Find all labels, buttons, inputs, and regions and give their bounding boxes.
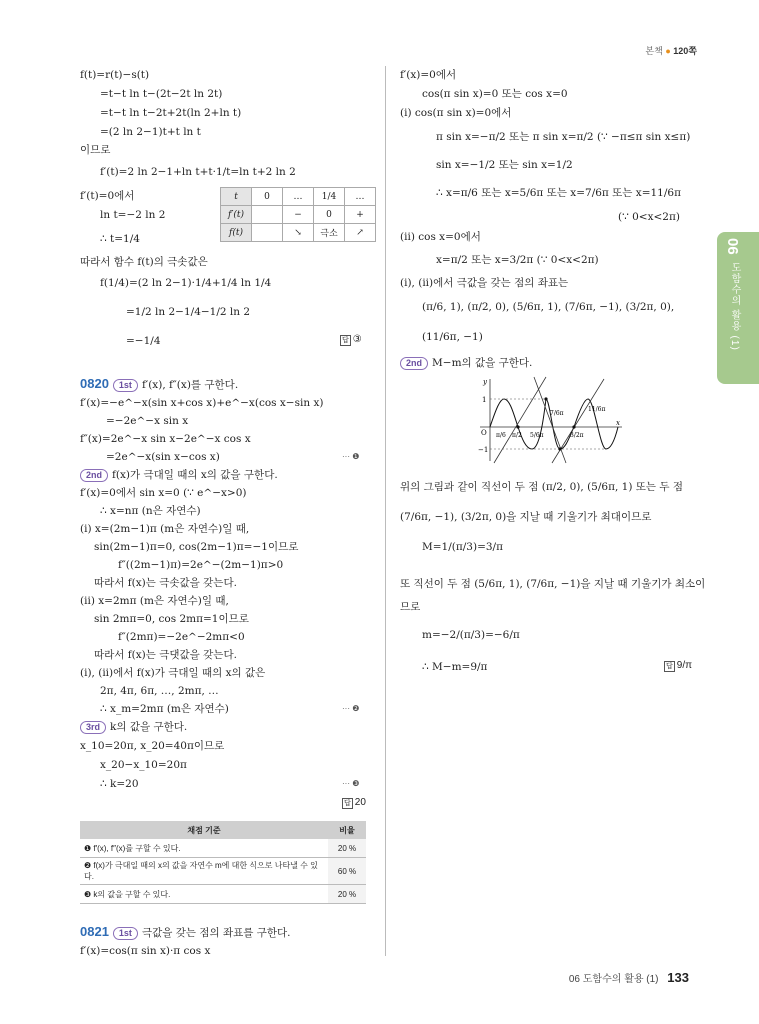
- line: =t−t ln t−2t+2t(ln 2+ln t): [100, 107, 242, 119]
- point: [558, 447, 561, 450]
- line: sin x=−1/2 또는 sin x=1/2: [436, 159, 573, 171]
- line: =1/2 ln 2−1/4−1/2 ln 2: [126, 306, 251, 318]
- tick-label: −1: [478, 446, 489, 454]
- line: (π/6, 1), (π/2, 0), (5/6π, 1), (7/6π, −1), (3/2π, 0),: [422, 301, 675, 313]
- step-badge: 2nd: [80, 469, 108, 482]
- line: f(t)=r(t)−s(t): [80, 69, 150, 81]
- line: (i), (ii)에서 극값을 갖는 점의 좌표는: [400, 277, 569, 289]
- grading-header: 채점 기준 비율: [80, 821, 366, 839]
- line: f′(x)=0에서: [400, 69, 457, 81]
- step-heading: 2nd f(x)가 극대일 때의 x의 값을 구한다.: [80, 468, 278, 482]
- line: =−2e^−x sin x: [106, 415, 189, 427]
- line: (ii) x=2mπ (m은 자연수)일 때,: [80, 595, 229, 607]
- tangent-line: [494, 377, 546, 463]
- line: f′(t)=2 ln 2−1+ln t+t·1/t=ln t+2 ln 2: [100, 166, 296, 178]
- side-tab-number: 06: [724, 238, 741, 255]
- step-heading: 3rd k의 값을 구한다.: [80, 720, 187, 734]
- tick-label: 1: [482, 396, 487, 404]
- tick-label: π/2: [512, 432, 522, 439]
- step-badge: 3rd: [80, 721, 106, 734]
- problem-number: 0821: [80, 924, 109, 939]
- step-badge: 1st: [113, 379, 138, 392]
- table-row: ❶ f′(x), f″(x)를 구할 수 있다. 20 %: [80, 839, 366, 858]
- step-heading: 2nd M−m의 값을 구한다.: [400, 356, 532, 370]
- line: =(2 ln 2−1)t+t ln t: [100, 126, 201, 138]
- point: [572, 425, 575, 428]
- tick-label: 3/2π: [570, 432, 584, 439]
- line: (∵ 0<x<2π): [618, 211, 680, 223]
- line: 므로: [400, 601, 421, 613]
- step-mark: ··· ❶: [342, 452, 360, 461]
- line: M=1/(π/3)=3/π: [422, 541, 503, 553]
- line: ∴ x=π/6 또는 x=5/6π 또는 x=7/6π 또는 x=11/6π: [436, 187, 681, 199]
- line: f′(x)=cos(π sin x)·π cos x: [80, 945, 211, 957]
- line: 위의 그림과 같이 직선이 두 점 (π/2, 0), (5/6π, 1) 또는 두 점: [400, 481, 684, 493]
- sign-table: [220, 187, 376, 242]
- tick-label: 5/6π: [530, 432, 544, 439]
- line: ∴ x_m=2mπ (m은 자연수): [100, 703, 229, 715]
- line: f′(x)=0에서 sin x=0 (∵ e^−x>0): [80, 487, 247, 499]
- line: (i), (ii)에서 f(x)가 극대일 때의 x의 값은: [80, 667, 266, 679]
- grading-table: [80, 821, 366, 904]
- step-mark: ··· ❷: [342, 704, 360, 713]
- line: x=π/2 또는 x=3/2π (∵ 0<x<2π): [436, 254, 599, 266]
- line: (7/6π, −1), (3/2π, 0)을 지날 때 기울기가 최대이므로: [400, 511, 652, 523]
- sign-table-row: f(t) ↘ 극소 ↗: [221, 224, 376, 242]
- line: sin(2m−1)π=0, cos(2m−1)π=−1이므로: [94, 541, 299, 553]
- step-badge: 2nd: [400, 357, 428, 370]
- line: x_20−x_10=20π: [100, 759, 187, 771]
- header-ref: 본책: [645, 46, 663, 56]
- footer-chapter: 06 도함수의 활용 (1): [568, 974, 659, 985]
- answer-mark: 답 9/π: [666, 660, 693, 671]
- sign-table-row: f′(t) − 0 +: [221, 206, 376, 224]
- line: ∴ x=nπ (n은 자연수): [100, 505, 201, 517]
- y-label: y: [483, 378, 487, 386]
- line: f(1/4)=(2 ln 2−1)·1/4+1/4 ln 1/4: [100, 277, 272, 289]
- line: f′(t)=0에서: [80, 190, 135, 202]
- header-page: 120쪽: [673, 46, 697, 56]
- tangent-line: [534, 377, 566, 463]
- tick-label: π/6: [496, 432, 506, 439]
- problem-heading: 0821 1st 극값을 갖는 점의 좌표를 구한다.: [80, 924, 291, 939]
- line: ∴ t=1/4: [100, 233, 140, 245]
- answer-box-icon: 답: [666, 663, 673, 670]
- line: ln t=−2 ln 2: [100, 209, 166, 221]
- column-divider: [385, 66, 386, 956]
- x-label: x: [616, 419, 620, 427]
- line: (i) x=(2m−1)π (m은 자연수)일 때,: [80, 523, 250, 535]
- line: ∴ M−m=9/π: [422, 661, 488, 673]
- line: (11/6π, −1): [422, 331, 483, 343]
- sine-composite-graph: [470, 375, 630, 465]
- sign-table-row: t 0 … 1/4 …: [221, 188, 376, 206]
- line: 따라서 f(x)는 극댓값을 갖는다.: [94, 649, 237, 661]
- table-row: ❷ f(x)가 극대일 때의 x의 값을 자연수 m에 대한 식으로 나타낼 수 있다. 60 %: [80, 858, 366, 885]
- step-badge: 1st: [113, 927, 138, 940]
- line: 또 직선이 두 점 (5/6π, 1), (7/6π, −1)을 지날 때 기울기가 최소이: [400, 578, 706, 590]
- line: =2e^−x(sin x−cos x): [106, 451, 220, 463]
- line: (i) cos(π sin x)=0에서: [400, 107, 512, 119]
- answer-mark: 답 20: [344, 797, 366, 808]
- step-mark: ··· ❸: [342, 779, 360, 788]
- line: f′(x)=−e^−x(sin x+cos x)+e^−x(cos x−sin x): [80, 397, 324, 409]
- tick-label: 7/6π: [550, 410, 564, 417]
- answer-box-icon: 답: [344, 800, 351, 807]
- origin-label: O: [481, 429, 487, 437]
- line: sin 2mπ=0, cos 2mπ=1이므로: [94, 613, 249, 625]
- page-header: [645, 44, 697, 57]
- line: f″((2m−1)π)=2e^−(2m−1)π>0: [118, 559, 284, 571]
- line: ∴ k=20: [100, 778, 139, 790]
- side-tab-label: 도함수의 활용 (1): [729, 262, 740, 351]
- answer-mark: 답 ③: [342, 334, 362, 345]
- bullet-icon: ●: [665, 46, 671, 56]
- line: 따라서 함수 f(t)의 극솟값은: [80, 256, 208, 268]
- line: π sin x=−π/2 또는 π sin x=π/2 (∵ −π≤π sin x≤π): [436, 131, 691, 143]
- line: =t−t ln t−(2t−2t ln 2t): [100, 88, 223, 100]
- line: cos(π sin x)=0 또는 cos x=0: [422, 88, 568, 100]
- table-row: ❸ k의 값을 구할 수 있다. 20 %: [80, 885, 366, 904]
- point: [516, 425, 519, 428]
- line: x_10=20π, x_20=40π이므로: [80, 740, 225, 752]
- line: =−1/4: [126, 335, 161, 347]
- line: 따라서 f(x)는 극솟값을 갖는다.: [94, 577, 237, 589]
- line: (ii) cos x=0에서: [400, 231, 481, 243]
- answer-box-icon: 답: [342, 337, 349, 344]
- line: 이므로: [80, 144, 111, 156]
- problem-heading: 0820 1st f′(x), f″(x)를 구한다.: [80, 376, 239, 391]
- problem-number: 0820: [80, 376, 109, 391]
- line: f″(2mπ)=−2e^−2mπ<0: [118, 631, 245, 643]
- line: m=−2/(π/3)=−6/π: [422, 629, 520, 641]
- line: 2π, 4π, 6π, …, 2mπ, …: [100, 685, 219, 697]
- line: f″(x)=2e^−x sin x−2e^−x cos x: [80, 433, 251, 445]
- page-number: 133: [667, 970, 689, 985]
- page-footer: [569, 970, 689, 985]
- tick-label: 11/6π: [588, 406, 606, 413]
- point: [544, 397, 547, 400]
